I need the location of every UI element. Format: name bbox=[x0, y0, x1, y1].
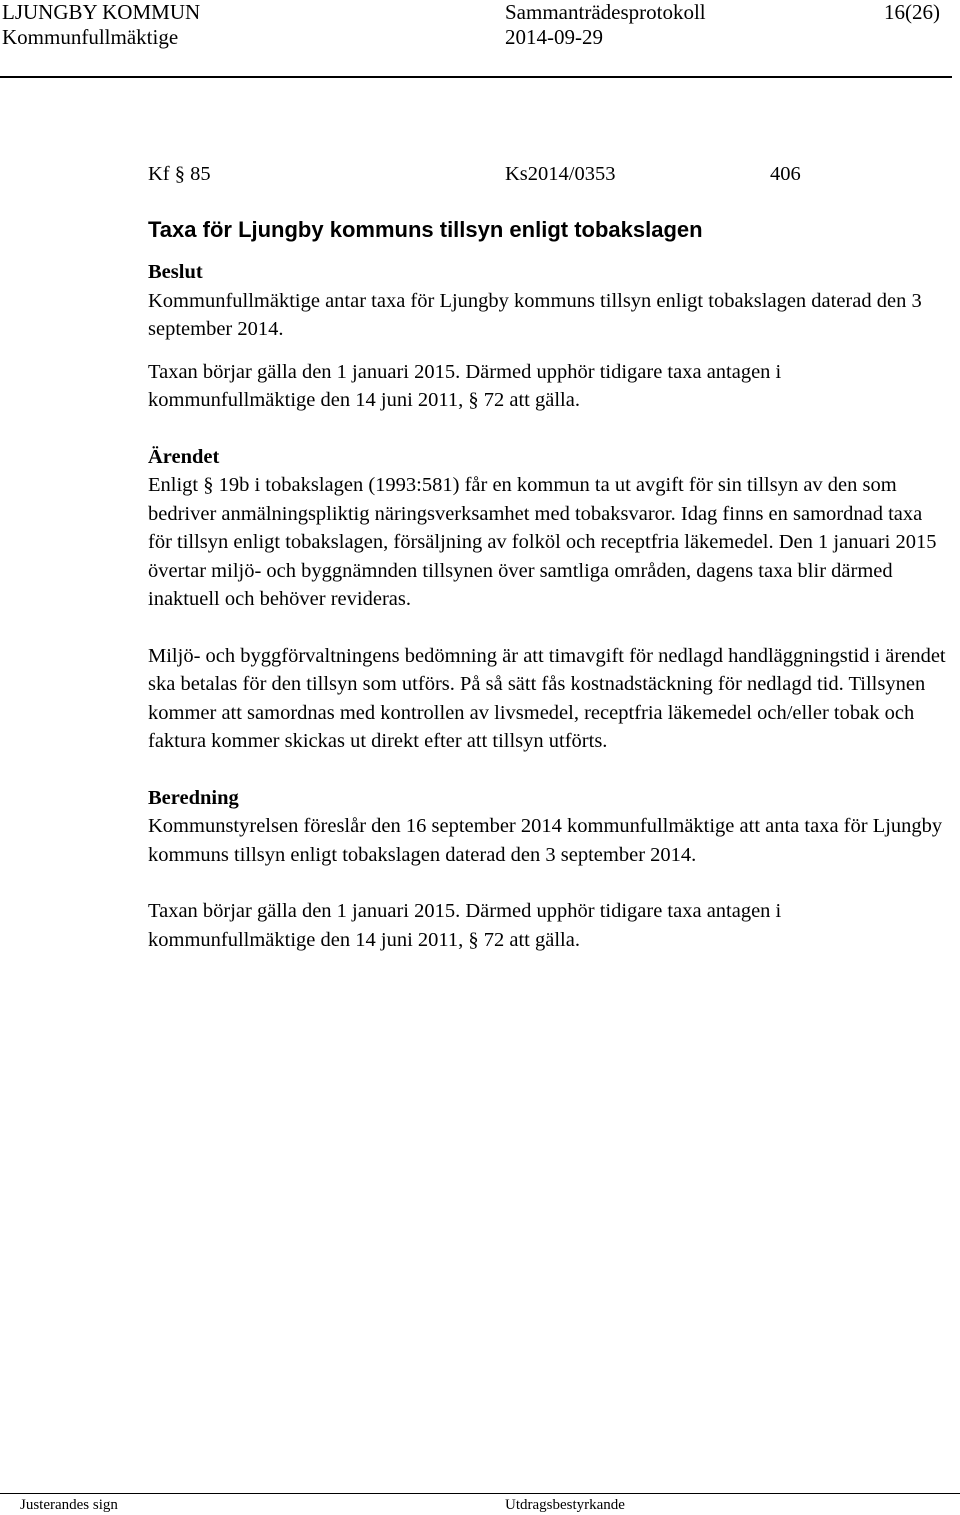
header-right bbox=[884, 0, 940, 25]
beslut-paragraph-2: Taxan börjar gälla den 1 januari 2015. Därmed upphör tidigare taxa antagen i kommunfullmäktige den 14 juni 2011, § 72 att gälla. bbox=[148, 360, 782, 411]
section-heading-arendet: Ärendet bbox=[148, 445, 220, 468]
case-number: Ks2014/0353 bbox=[505, 163, 616, 185]
section-heading-beslut: Beslut bbox=[148, 261, 203, 283]
paragraph-reference: Kf § 85 bbox=[148, 163, 211, 185]
beredning-paragraph-2: Taxan börjar gälla den 1 januari 2015. Därmed upphör tidigare taxa antagen i kommunfullmäktige den 14 juni 2011, § 72 att gälla. bbox=[148, 900, 782, 951]
footer-divider bbox=[0, 1493, 960, 1494]
arendet-paragraph-1: Enligt § 19b i tobakslagen (1993:581) får en kommun ta ut avgift för sin tillsyn av den som bedriver anmälningspliktig näringsverksamhet med tobaksvaror. Idag finns en samordnad taxa för tillsyn enligt tobakslagen, försäljning av folköl och receptfria läkemedel. Den 1 januari 2015 övertar miljö- och byggnämnden tillsynen över samtliga områden, dagens taxa blir därmed inaktuell och behöver revideras. bbox=[148, 474, 937, 610]
document-type: Sammanträdesprotokoll bbox=[505, 0, 706, 24]
header-divider bbox=[0, 76, 952, 78]
page-number: 16(26) bbox=[884, 0, 940, 24]
header-middle bbox=[505, 0, 706, 50]
header-left bbox=[2, 0, 200, 50]
beredning-paragraph-1: Kommunstyrelsen föreslår den 16 september 2014 kommunfullmäktige att anta taxa för Ljungby kommuns tillsyn enligt tobakslagen daterad den 3 september 2014. bbox=[148, 815, 943, 866]
protocol-content bbox=[148, 160, 948, 954]
page-header bbox=[0, 0, 960, 52]
assembly-name: Kommunfullmäktige bbox=[2, 25, 179, 49]
municipality-name: LJUNGBY KOMMUN bbox=[2, 0, 201, 24]
item-title: Taxa för Ljungby kommuns tillsyn enligt tobakslagen bbox=[148, 217, 703, 242]
signature-label: Justerandes sign bbox=[20, 1497, 118, 1513]
beslut-paragraph-1: Kommunfullmäktige antar taxa för Ljungby kommuns tillsyn enligt tobakslagen daterad den 3 september 2014. bbox=[148, 289, 922, 340]
extract-certification-label: Utdragsbestyrkande bbox=[505, 1497, 625, 1513]
item-reference-line bbox=[148, 160, 948, 196]
section-heading-beredning: Beredning bbox=[148, 786, 239, 809]
meeting-date: 2014-09-29 bbox=[505, 25, 603, 49]
arendet-paragraph-2: Miljö- och byggförvaltningens bedömning är att timavgift för nedlagd handläggningstid i ärendet ska betalas för den tillsyn som utförs. På så sätt fås kostnadstäckning för nedlagd tid. Tillsynen kommer att samordnas med kontrollen av livsmedel, receptfria läkemedel och/eller tobak och faktura kommer skickas ut direkt efter att tillsyn utförts. bbox=[148, 644, 946, 752]
case-code: 406 bbox=[770, 163, 801, 185]
